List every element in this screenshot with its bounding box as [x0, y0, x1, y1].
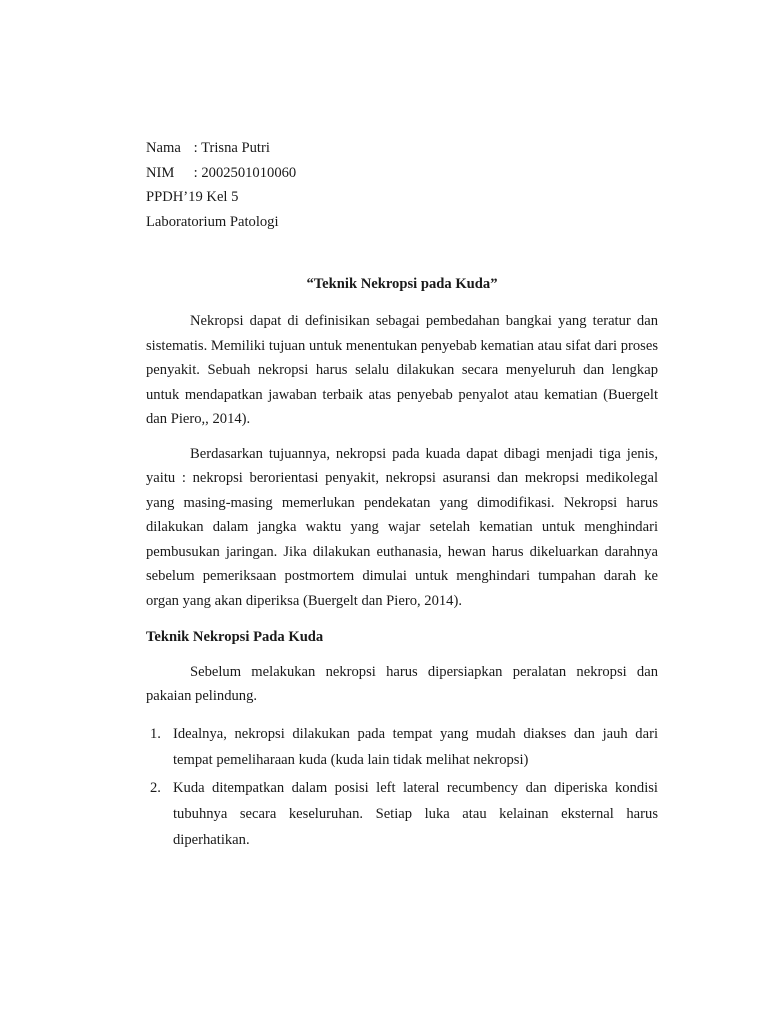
nim-value: : 2002501010060 [193, 164, 297, 181]
name-value: : Trisna Putri [193, 140, 270, 156]
lab-line: Laboratorium Patologi [146, 213, 279, 230]
list-item-text: Idealnya, nekropsi dilakukan pada tempat yang mudah diakses dan jauh dari tempat pemeliharaan kuda (kuda lain tidak melihat nekropsi) [173, 725, 658, 768]
intro-paragraph: Nekropsi dapat di definisikan sebagai pembedahan bangkai yang teratur dan sistematis. Memiliki tujuan untuk menentukan penyebab kematian atau sifat dari proses penyakit. Sebuah nekropsi harus selalu dilakukan secara menyeluruh dan lengkap untuk mendapatkan jawaban terbaik atas penyebab penyalot atau kematian (Buergelt dan Piero,, 2014). [146, 313, 658, 427]
list-item [146, 775, 658, 853]
student-info [146, 136, 666, 234]
types-paragraph: Berdasarkan tujuannya, nekropsi pada kuada dapat dibagi menjadi tiga jenis, yaitu : nekropsi berorientasi penyakit, nekropsi asuransi dan mekropsi medikolegal yang masing-masing memerlukan pendekatan yang dimodifikasi. Nekropsi harus dilakukan dalam jangka waktu yang wajar setelah kematian untuk menghindari pembusukan jaringan. Jika dilakukan euthanasia, hewan harus dikeluarkan darahnya sebelum pemeriksaan postmortem dimulai untuk menghindari tumpahan darah ke organ yang akan diperiksa (Buergelt dan Piero, 2014). [146, 445, 658, 609]
section-intro-paragraph: Sebelum melakukan nekropsi harus dipersiapkan peralatan nekropsi dan pakaian pelindung. [146, 663, 658, 704]
document-body [146, 309, 658, 853]
name-label: Nama [146, 140, 181, 156]
list-item-number: 2. [150, 779, 161, 796]
name-line [146, 136, 666, 161]
group-line: PPDH’19 Kel 5 [146, 189, 239, 205]
list-item-number: 1. [150, 725, 161, 742]
steps-list [146, 721, 658, 853]
nim-line [146, 161, 666, 186]
section-heading: Teknik Nekropsi Pada Kuda [146, 629, 324, 645]
list-item-text: Kuda ditempatkan dalam posisi left lateral recumbency dan diperiska kondisi tubuhnya secara keseluruhan. Setiap luka atau kelainan eksternal harus diperhatikan. [173, 779, 658, 848]
list-item [146, 721, 658, 773]
nim-label: NIM [146, 164, 175, 181]
document-title: “Teknik Nekropsi pada Kuda” [306, 276, 498, 292]
